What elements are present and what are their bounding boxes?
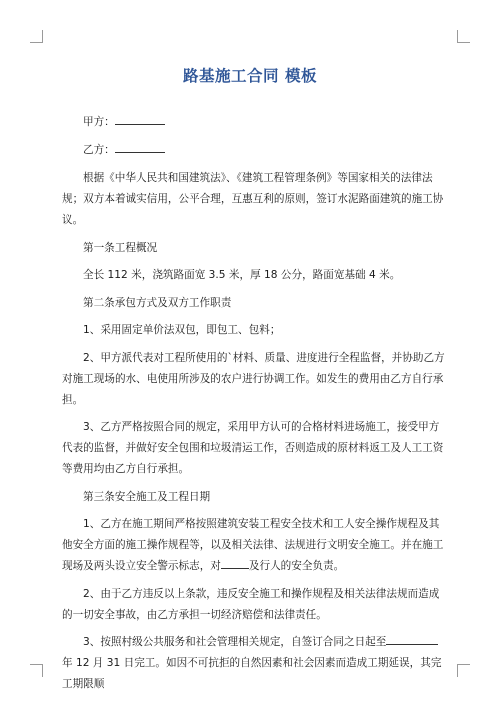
section1-title: 第一条工程概况 bbox=[83, 241, 158, 254]
party-a-label: 甲方： bbox=[83, 116, 115, 128]
crop-mark-top-left bbox=[30, 30, 43, 43]
crop-mark-bottom-right bbox=[457, 664, 470, 677]
section3-item3-text-b: 年 12 月 31 日完工。如因不可抗拒的自然因素和社会因素而造成工期延误，其完工期限顺 bbox=[62, 657, 442, 690]
section3-item3-blank bbox=[386, 632, 438, 645]
section3-title: 第三条安全施工及工程日期 bbox=[83, 490, 211, 503]
party-b-blank bbox=[115, 140, 165, 153]
party-b-label: 乙方： bbox=[83, 144, 115, 156]
section2-title: 第二条承包方式及双方工作职责 bbox=[83, 296, 232, 309]
section3-item2: 2、由于乙方违反以上条款，违反安全施工和操作规程及相关法律法规而造成的一切安全事故，由乙方承担一切经济赔偿和法律责任。 bbox=[62, 587, 440, 621]
intro-paragraph: 根据《中华人民共和国建筑法》、《建筑工程管理条例》等国家相关的法律法规；双方本着诚实信用，公平合理，互惠互利的原则，签订水泥路面建筑的施工协议。 bbox=[62, 172, 444, 226]
section3-item3 bbox=[62, 632, 446, 695]
party-a-line bbox=[62, 112, 446, 133]
crop-mark-top-right bbox=[457, 30, 470, 43]
section3-item1-text-a: 1、乙方在施工期间严格按照建筑安装工程安全技术和工人安全操作规程及其他安全方面的施工操作规程等，以及相关法律、法规进行文明安全施工。并在施工现场及两头设立安全警示标志，对 bbox=[62, 518, 444, 572]
party-b-line bbox=[62, 140, 446, 161]
section3-item3-text-a: 3、按照村级公共服务和社会管理相关规定，自签订合同之日起至 bbox=[83, 636, 387, 648]
crop-mark-bottom-left bbox=[30, 664, 43, 677]
party-a-blank bbox=[115, 112, 165, 125]
document-body bbox=[62, 112, 446, 702]
document-title: 路基施工合同 模板 bbox=[183, 67, 317, 85]
section2-item1: 1、采用固定单价法双包，即包工、包料； bbox=[83, 324, 281, 336]
section3-item1-blank bbox=[221, 556, 249, 569]
section3-item1 bbox=[62, 514, 446, 577]
section1-text: 全长 112 米，浇筑路面宽 3.5 米，厚 18 公分，路面宽基础 4 米。 bbox=[83, 269, 401, 281]
section2-item2: 2、甲方派代表对工程所使用的`材料、质量、进度进行全程监督，并协助乙方对施工现场的水、电使用所涉及的农户进行协调工作。如发生的费用由乙方自行承担。 bbox=[62, 351, 445, 406]
section2-item3: 3、乙方严格按照合同的规定，采用甲方认可的合格材料进场施工，接受甲方代表的监督，并做好安全包围和垃圾清运工作，否则造成的原材料返工及人工工资等费用均由乙方自行承担。 bbox=[62, 421, 444, 475]
section3-item1-text-b: 及行人的安全负责。 bbox=[248, 560, 345, 572]
